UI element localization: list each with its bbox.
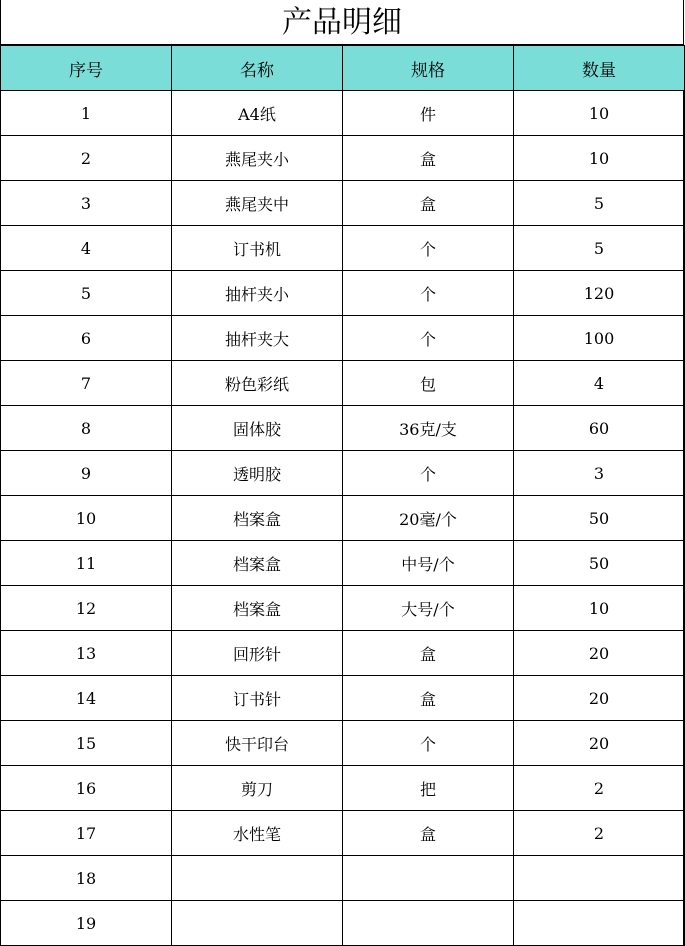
table-row [1,451,685,496]
cell-name[interactable]: 回形针 [172,631,343,676]
header-cell-spec[interactable]: 规格 [343,46,514,91]
table-row [1,91,685,136]
table-row [1,136,685,181]
product-table [0,45,685,946]
cell-name[interactable]: 水性笔 [172,811,343,856]
cell-spec[interactable]: 件 [343,91,514,136]
cell-name[interactable]: 透明胶 [172,451,343,496]
table-row [1,676,685,721]
table-row [1,811,685,856]
sheet-title[interactable]: 产品明细 [1,0,683,45]
cell-name[interactable]: 剪刀 [172,766,343,811]
cell-spec[interactable]: 个 [343,451,514,496]
cell-index[interactable]: 2 [1,136,172,181]
cell-index[interactable]: 3 [1,181,172,226]
cell-spec[interactable]: 个 [343,271,514,316]
cell-spec[interactable]: 盒 [343,676,514,721]
table-row [1,181,685,226]
cell-spec[interactable] [343,856,514,901]
cell-index[interactable]: 11 [1,541,172,586]
cell-index[interactable]: 6 [1,316,172,361]
cell-quantity[interactable]: 10 [514,91,685,136]
table-row [1,856,685,901]
cell-quantity[interactable]: 20 [514,721,685,766]
cell-quantity[interactable]: 120 [514,271,685,316]
cell-quantity[interactable]: 60 [514,406,685,451]
cell-name[interactable]: 订书针 [172,676,343,721]
cell-spec[interactable] [343,901,514,946]
cell-spec[interactable]: 36克/支 [343,406,514,451]
cell-index[interactable]: 17 [1,811,172,856]
table-row [1,721,685,766]
cell-spec[interactable]: 盒 [343,136,514,181]
cell-quantity[interactable]: 4 [514,361,685,406]
cell-quantity[interactable]: 10 [514,136,685,181]
cell-index[interactable]: 5 [1,271,172,316]
table-row [1,901,685,946]
cell-spec[interactable]: 盒 [343,181,514,226]
cell-index[interactable]: 7 [1,361,172,406]
cell-index[interactable]: 9 [1,451,172,496]
cell-index[interactable]: 15 [1,721,172,766]
cell-name[interactable]: A4纸 [172,91,343,136]
table-row [1,316,685,361]
cell-index[interactable]: 1 [1,91,172,136]
cell-name[interactable]: 抽杆夹大 [172,316,343,361]
cell-spec[interactable]: 20毫/个 [343,496,514,541]
header-cell-quantity[interactable]: 数量 [514,46,685,91]
cell-quantity[interactable]: 20 [514,631,685,676]
cell-spec[interactable]: 包 [343,361,514,406]
cell-index[interactable]: 14 [1,676,172,721]
cell-quantity[interactable]: 100 [514,316,685,361]
header-cell-name[interactable]: 名称 [172,46,343,91]
cell-quantity[interactable]: 50 [514,496,685,541]
cell-spec[interactable]: 大号/个 [343,586,514,631]
cell-quantity[interactable] [514,901,685,946]
cell-name[interactable]: 档案盒 [172,586,343,631]
table-row [1,631,685,676]
table-row [1,541,685,586]
header-cell-index[interactable]: 序号 [1,46,172,91]
cell-spec[interactable]: 个 [343,721,514,766]
cell-name[interactable] [172,856,343,901]
header-row [1,46,685,91]
table-row [1,766,685,811]
cell-name[interactable] [172,901,343,946]
cell-quantity[interactable]: 50 [514,541,685,586]
cell-index[interactable]: 18 [1,856,172,901]
cell-spec[interactable]: 中号/个 [343,541,514,586]
cell-quantity[interactable]: 5 [514,226,685,271]
table-row [1,406,685,451]
cell-name[interactable]: 档案盒 [172,496,343,541]
cell-index[interactable]: 13 [1,631,172,676]
cell-spec[interactable]: 个 [343,316,514,361]
cell-quantity[interactable]: 5 [514,181,685,226]
cell-quantity[interactable]: 2 [514,766,685,811]
cell-index[interactable]: 19 [1,901,172,946]
table-body [1,91,685,946]
cell-index[interactable]: 12 [1,586,172,631]
cell-index[interactable]: 16 [1,766,172,811]
cell-quantity[interactable]: 2 [514,811,685,856]
cell-name[interactable]: 粉色彩纸 [172,361,343,406]
table-row [1,271,685,316]
cell-spec[interactable]: 盒 [343,631,514,676]
cell-name[interactable]: 燕尾夹小 [172,136,343,181]
cell-index[interactable]: 8 [1,406,172,451]
cell-name[interactable]: 抽杆夹小 [172,271,343,316]
cell-index[interactable]: 4 [1,226,172,271]
table-row [1,586,685,631]
cell-name[interactable]: 固体胶 [172,406,343,451]
table-row [1,361,685,406]
cell-index[interactable]: 10 [1,496,172,541]
cell-quantity[interactable]: 20 [514,676,685,721]
cell-name[interactable]: 档案盒 [172,541,343,586]
table-row [1,226,685,271]
cell-name[interactable]: 订书机 [172,226,343,271]
cell-spec[interactable]: 盒 [343,811,514,856]
cell-spec[interactable]: 个 [343,226,514,271]
cell-quantity[interactable]: 3 [514,451,685,496]
table-row [1,496,685,541]
cell-quantity[interactable] [514,856,685,901]
cell-name[interactable]: 燕尾夹中 [172,181,343,226]
cell-spec[interactable]: 把 [343,766,514,811]
cell-name[interactable]: 快干印台 [172,721,343,766]
cell-quantity[interactable]: 10 [514,586,685,631]
